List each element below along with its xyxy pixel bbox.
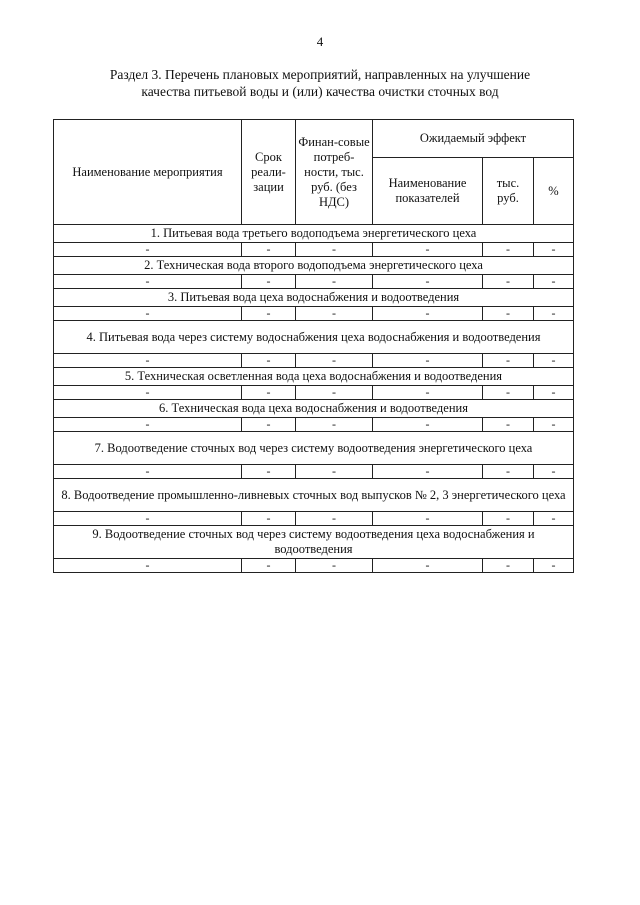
table-row (54, 559, 574, 573)
cell-finance: - (296, 243, 373, 257)
measures-table (53, 119, 574, 573)
section-row (54, 400, 574, 418)
cell-percent: - (534, 354, 574, 368)
cell-thousand-rub: - (483, 465, 534, 479)
cell-percent: - (534, 307, 574, 321)
table-row (54, 465, 574, 479)
cell-term: - (242, 386, 296, 400)
section-row (54, 368, 574, 386)
cell-finance: - (296, 512, 373, 526)
cell-thousand-rub: - (483, 307, 534, 321)
cell-finance: - (296, 386, 373, 400)
cell-name: - (54, 386, 242, 400)
table-row (54, 275, 574, 289)
cell-thousand-rub: - (483, 243, 534, 257)
cell-indicator: - (373, 354, 483, 368)
cell-name: - (54, 418, 242, 432)
section-title (60, 66, 580, 100)
table-body (54, 225, 574, 573)
section-title-cell: 8. Водоотведение промышленно-ливневых сточных вод выпусков № 2, 3 энергетического цеха (54, 479, 574, 512)
cell-term: - (242, 307, 296, 321)
cell-finance: - (296, 354, 373, 368)
section-row (54, 526, 574, 559)
cell-finance: - (296, 559, 373, 573)
cell-indicator: - (373, 559, 483, 573)
section-title-cell: 6. Техническая вода цеха водоснабжения и водоотведения (54, 400, 574, 418)
cell-indicator: - (373, 243, 483, 257)
section-title-line-1: Раздел 3. Перечень плановых мероприятий, направленных на улучшение (109, 67, 531, 82)
cell-thousand-rub: - (483, 386, 534, 400)
header-name: Наименование мероприятия (54, 120, 242, 225)
table-row (54, 354, 574, 368)
section-title-cell: 3. Питьевая вода цеха водоснабжения и водоотведения (54, 289, 574, 307)
cell-name: - (54, 243, 242, 257)
section-title-cell: 2. Техническая вода второго водоподъема энергетического цеха (54, 257, 574, 275)
cell-name: - (54, 512, 242, 526)
cell-percent: - (534, 418, 574, 432)
cell-term: - (242, 465, 296, 479)
section-title-line-2: качества питьевой воды и (или) качества очистки сточных вод (141, 84, 499, 99)
section-row (54, 479, 574, 512)
header-thousand-rub: тыс. руб. (483, 158, 534, 225)
table-row (54, 386, 574, 400)
cell-name: - (54, 354, 242, 368)
cell-name: - (54, 465, 242, 479)
cell-term: - (242, 512, 296, 526)
section-title-cell: 9. Водоотведение сточных вод через систему водоотведения цеха водоснабжения и водоотведения (54, 526, 574, 559)
header-term: Срок реали-зации (242, 120, 296, 225)
header-effect: Ожидаемый эффект (373, 120, 574, 158)
cell-indicator: - (373, 307, 483, 321)
table-row (54, 243, 574, 257)
cell-name: - (54, 307, 242, 321)
page-number: 4 (316, 34, 324, 49)
table-header (54, 120, 574, 225)
cell-name: - (54, 275, 242, 289)
header-finance: Финан-совые потреб-ности, тыс. руб. (без НДС) (296, 120, 373, 225)
cell-term: - (242, 354, 296, 368)
cell-term: - (242, 418, 296, 432)
table-row (54, 307, 574, 321)
cell-term: - (242, 243, 296, 257)
section-row (54, 289, 574, 307)
cell-indicator: - (373, 386, 483, 400)
cell-indicator: - (373, 418, 483, 432)
cell-percent: - (534, 243, 574, 257)
section-title-cell: 7. Водоотведение сточных вод через систему водоотведения энергетического цеха (54, 432, 574, 465)
cell-percent: - (534, 512, 574, 526)
cell-indicator: - (373, 512, 483, 526)
header-percent: % (534, 158, 574, 225)
section-row (54, 432, 574, 465)
cell-percent: - (534, 465, 574, 479)
cell-finance: - (296, 418, 373, 432)
section-title-cell: 5. Техническая осветленная вода цеха водоснабжения и водоотведения (54, 368, 574, 386)
section-title-cell: 4. Питьевая вода через систему водоснабжения цеха водоснабжения и водоотведения (54, 321, 574, 354)
cell-thousand-rub: - (483, 418, 534, 432)
cell-thousand-rub: - (483, 559, 534, 573)
section-row (54, 257, 574, 275)
cell-percent: - (534, 559, 574, 573)
cell-indicator: - (373, 275, 483, 289)
cell-term: - (242, 559, 296, 573)
cell-indicator: - (373, 465, 483, 479)
cell-finance: - (296, 275, 373, 289)
cell-name: - (54, 559, 242, 573)
cell-term: - (242, 275, 296, 289)
cell-thousand-rub: - (483, 354, 534, 368)
cell-thousand-rub: - (483, 275, 534, 289)
cell-finance: - (296, 307, 373, 321)
cell-thousand-rub: - (483, 512, 534, 526)
cell-finance: - (296, 465, 373, 479)
cell-percent: - (534, 386, 574, 400)
cell-percent: - (534, 275, 574, 289)
section-title-cell: 1. Питьевая вода третьего водоподъема энергетического цеха (54, 225, 574, 243)
section-row (54, 225, 574, 243)
table-row (54, 512, 574, 526)
table-row (54, 418, 574, 432)
header-indicator: Наименование показателей (373, 158, 483, 225)
section-row (54, 321, 574, 354)
